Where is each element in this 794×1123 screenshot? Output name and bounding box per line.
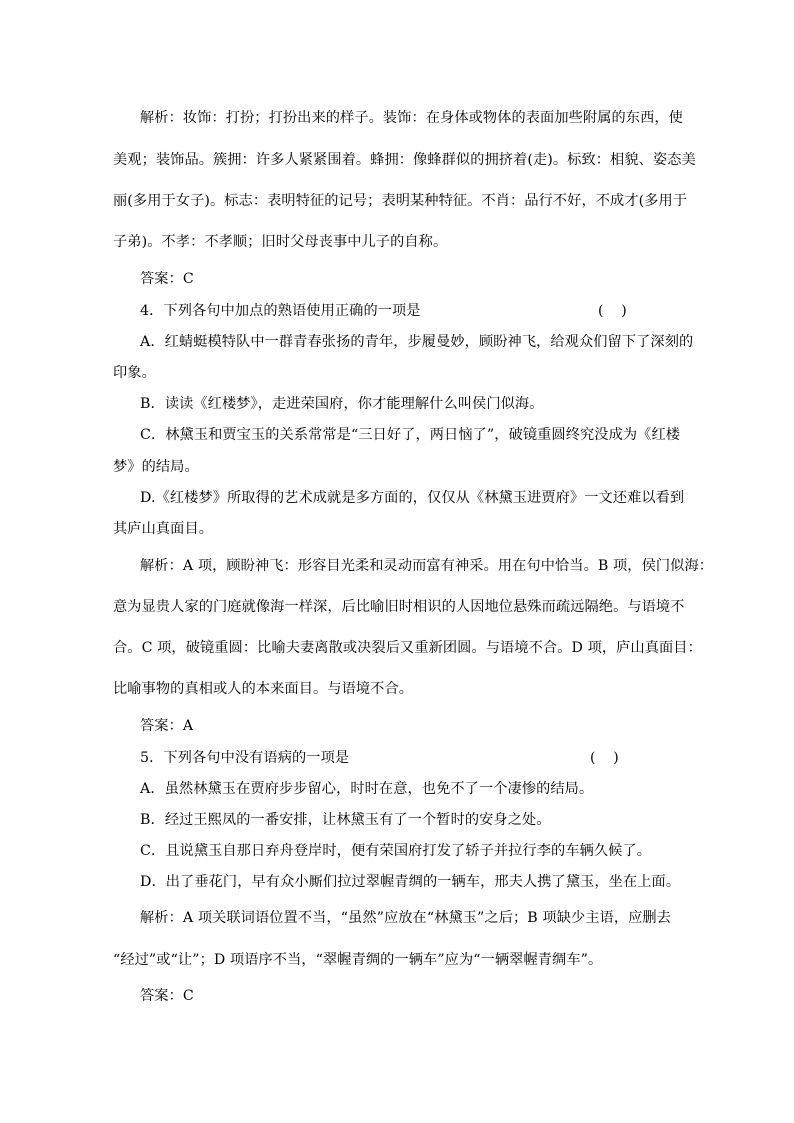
analysis-4-line-2: 意为显贵人家的门庭就像海一样深，后比喻旧时相识的人因地位悬殊而疏远隔绝。与语境不 xyxy=(113,599,685,615)
question-5-option-a: A．虽然林黛玉在贾府步步留心，时时在意，也免不了一个凄惨的结局。 xyxy=(140,781,594,797)
question-4-option-d-line-1: D.《红楼梦》所取得的艺术成就是多方面的，仅仅从《林黛玉进贾府》一文还难以看到 xyxy=(140,490,685,506)
analysis-4-line-1: 解析：A 项，顾盼神飞：形容目光柔和灵动而富有神采。用在句中恰当。B 项，侯门似海： xyxy=(140,558,714,574)
analysis-4-line-3: 合。C 项，破镜重圆：比喻夫妻离散或决裂后又重新团圆。与语境不合。D 项，庐山真面目： xyxy=(113,640,702,656)
analysis-4-line-4: 比喻事物的真相或人的本来面目。与语境不合。 xyxy=(113,681,414,697)
question-5-option-b: B．经过王熙凤的一番安排，让林黛玉有了一个暂时的安身之处。 xyxy=(140,812,551,828)
analysis-5-line-2: “经过”或“让”；D 项语序不当，“翠幄青绸的一辆车”应为“一辆翠幄青绸车”。 xyxy=(113,952,603,968)
answer-5: 答案：C xyxy=(140,988,194,1004)
analysis-3-line-3: 丽(多用于女子)。标志：表明特征的记号；表明某种特征。不肖：品行不好，不成才(多用于 xyxy=(113,193,688,209)
analysis-3-line-4: 子弟)。不孝：不孝顺；旧时父母丧事中儿子的自称。 xyxy=(113,234,448,250)
question-4-option-a-line-2: 印象。 xyxy=(113,365,156,381)
question-4-stem: 4．下列各句中加点的熟语使用正确的一项是 xyxy=(140,303,421,319)
analysis-5-line-1: 解析：A 项关联词语位置不当，“虽然”应放在“林黛玉”之后；B 项缺少主语，应删去 xyxy=(140,910,671,926)
question-4-answer-bracket: ( ) xyxy=(598,303,627,319)
question-5-option-d: D．出了垂花门，早有众小厮们拉过翠幄青绸的一辆车，邢夫人携了黛玉，坐在上面。 xyxy=(140,874,681,890)
question-4-option-b: B．读读《红楼梦》，走进荣国府，你才能理解什么叫侯门似海。 xyxy=(140,396,544,412)
question-5-answer-bracket: ( ) xyxy=(590,750,619,766)
question-5-stem: 5．下列各句中没有语病的一项是 xyxy=(140,750,350,766)
analysis-3-line-2: 美观；装饰品。簇拥：许多人紧紧围着。蜂拥：像蜂群似的拥挤着(走)。标致：相貌、姿态美 xyxy=(113,152,696,168)
analysis-3-line-1: 解析：妆饰：打扮；打扮出来的样子。装饰：在身体或物体的表面加些附属的东西，使 xyxy=(140,110,683,126)
question-4-option-c-line-2: 梦》的结局。 xyxy=(113,459,199,475)
question-5-option-c: C．且说黛玉自那日弃舟登岸时，便有荣国府打发了轿子并拉行李的车辆久候了。 xyxy=(140,843,652,859)
answer-3: 答案：C xyxy=(140,271,194,287)
question-4-option-a-line-1: A．红蜻蜓模特队中一群青春张扬的青年，步履曼妙，顾盼神飞，给观众们留下了深刻的 xyxy=(140,334,694,350)
question-4-option-d-line-2: 其庐山真面目。 xyxy=(113,521,214,537)
question-4-option-c-line-1: C．林黛玉和贾宝玉的关系常常是“三日好了，两日恼了”，破镜重圆终究没成为《红楼 xyxy=(140,427,681,443)
answer-4: 答案：A xyxy=(140,718,194,734)
